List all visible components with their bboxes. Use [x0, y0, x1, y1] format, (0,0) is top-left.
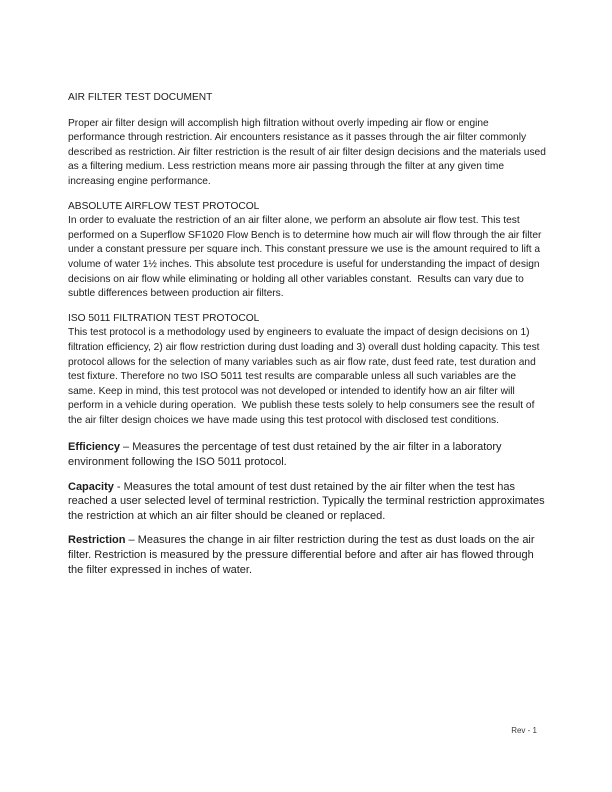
section-iso-5011	[68, 312, 546, 429]
definition-separator: –	[123, 441, 130, 454]
definition-term-restriction: Restriction	[68, 534, 126, 547]
section-body-absolute-airflow: In order to evaluate the restriction of an air filter alone, we perform an absolute air flow test. This test performed on a Superflow SF1020 Flow Bench is to determine how much air will flow through the air filter under a constant pressure per square inch. This constant pressure we use is the amount required to lift a volume of water 1½ inches. This absolute test procedure is useful for understanding the impact of design decisions on air flow while eliminating or holding all other variables constant. Results can vary due to subtle differences between production air filters.	[68, 215, 545, 300]
section-heading-absolute-airflow: ABSOLUTE AIRFLOW TEST PROTOCOL	[68, 200, 260, 212]
section-absolute-airflow	[68, 200, 546, 302]
definition-term-capacity: Capacity	[68, 480, 114, 493]
definition-efficiency	[68, 440, 546, 469]
section-body-iso-5011: This test protocol is a methodology used by engineers to evaluate the impact of design decisions on 1) filtration efficiency, 2) air flow restriction during dust loading and 3) overall dust holding capacity. This test protocol allows for the selection of many variables such as air flow rate, dust feed rate, test duration and test fixture. Therefore no two ISO 5011 test results are comparable unless all such variables are the same. Keep in mind, this test protocol was not developed or intended to identify how an air filter will perform in a vehicle during operation. We publish these tests solely to help consumers see the result of the air filter design choices we have made using this test protocol with disclosed test conditions.	[68, 327, 543, 426]
intro-paragraph: Proper air filter design will accomplish high filtration without overly impeding air flow or engine performance through restriction. Air encounters resistance as it passes through the air filter commonly described as restriction. Air filter restriction is the result of air filter design decisions and the materials used as a filtering medium. Less restriction means more air passing through the filter at any given time increasing engine performance.	[68, 117, 549, 187]
definition-separator: –	[128, 534, 135, 547]
definition-capacity	[68, 480, 546, 524]
footer-revision-label: Rev - 1	[511, 726, 537, 735]
definition-body-efficiency: Measures the percentage of test dust retained by the air filter in a laboratory environment following the ISO 5011 protocol.	[68, 441, 505, 469]
definition-restriction	[68, 533, 546, 577]
definition-separator: -	[116, 480, 121, 493]
definition-term-efficiency: Efficiency	[68, 441, 120, 454]
document-content	[68, 91, 549, 587]
section-heading-iso-5011: ISO 5011 FILTRATION TEST PROTOCOL	[68, 312, 260, 324]
definition-body-restriction: Measures the change in air filter restriction during the test as dust loads on the air filter. Restriction is measured by the pressure differential before and after air has flowed through the filter expressed in inches of water.	[68, 534, 538, 576]
definition-body-capacity: Measures the total amount of test dust retained by the air filter when the test has reached a user selected level of terminal restriction. Typically the terminal restriction approximates the restriction at which an air filter should be cleaned or replaced.	[68, 480, 548, 522]
document-title: AIR FILTER TEST DOCUMENT	[68, 92, 213, 103]
